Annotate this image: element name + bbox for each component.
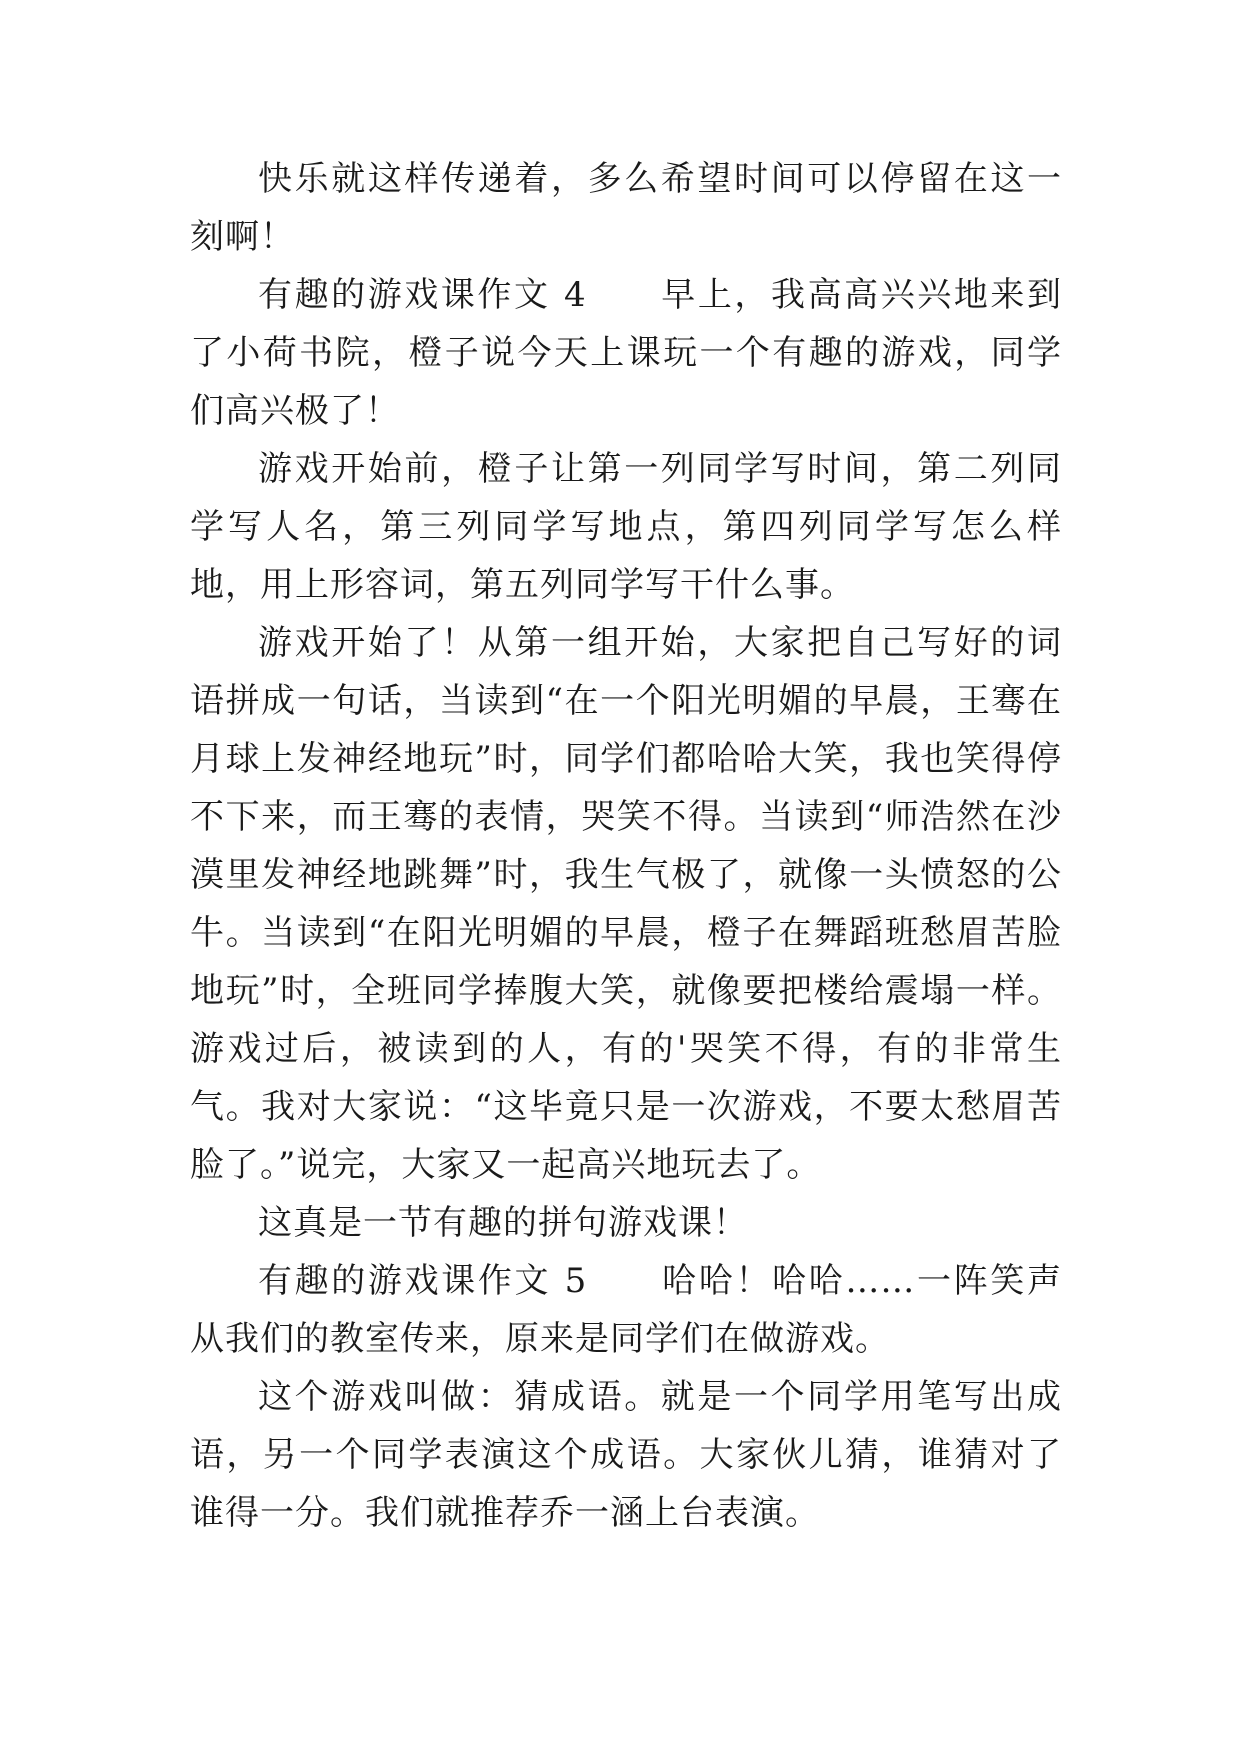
paragraph-6: 有趣的游戏课作文 5 哈哈！哈哈……一阵笑声从我们的教室传来，原来是同学们在做游戏。 (190, 1261, 1062, 1359)
paragraph-2: 有趣的游戏课作文 4 早上，我高高兴兴地来到了小荷书院，橙子说今天上课玩一个有趣的游戏，同学们高兴极了！ (190, 275, 1062, 431)
paragraph-5: 这真是一节有趣的拼句游戏课！ (258, 1203, 748, 1243)
document-page (190, 150, 1062, 1542)
paragraph-3: 游戏开始前，橙子让第一列同学写时间，第二列同学写人名，第三列同学写地点，第四列同学写怎么样地，用上形容词，第五列同学写干什么事。 (190, 449, 1062, 605)
paragraph-4: 游戏开始了！从第一组开始，大家把自己写好的词语拼成一句话，当读到“在一个阳光明媚的早晨，王骞在月球上发神经地玩”时，同学们都哈哈大笑，我也笑得停不下来，而王骞的表情，哭笑不得。当读到“师浩然在沙漠里发神经地跳舞”时，我生气极了，就像一头愤怒的公牛。当读到“在阳光明媚的早晨，橙子在舞蹈班愁眉苦脸地玩”时，全班同学捧腹大笑，就像要把楼给震塌一样。游戏过后，被读到的人，有的'哭笑不得，有的非常生气。我对大家说：“这毕竟只是一次游戏，不要太愁眉苦脸了。”说完，大家又一起高兴地玩去了。 (190, 623, 1062, 1185)
paragraph-1: 快乐就这样传递着，多么希望时间可以停留在这一刻啊！ (190, 159, 1062, 257)
paragraph-7: 这个游戏叫做：猜成语。就是一个同学用笔写出成语，另一个同学表演这个成语。大家伙儿猜，谁猜对了谁得一分。我们就推荐乔一涵上台表演。 (190, 1377, 1062, 1533)
